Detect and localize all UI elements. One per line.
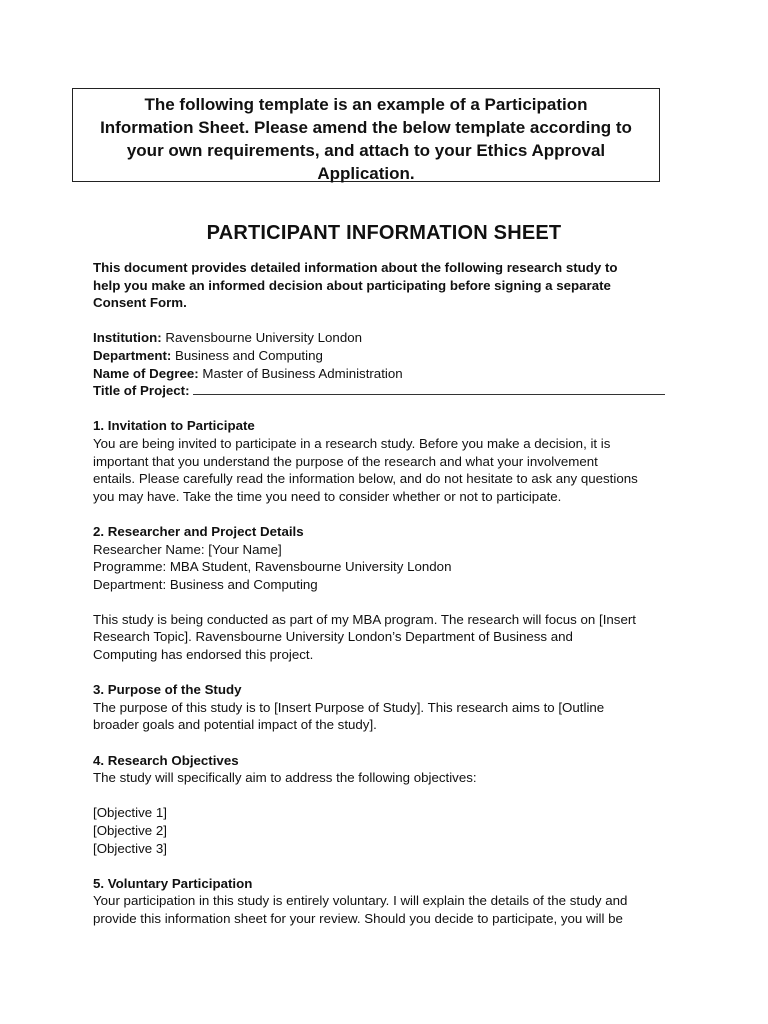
project-title-row (93, 382, 683, 400)
objective-item: [Objective 2] (93, 823, 167, 838)
institution-value: Ravensbourne University London (161, 330, 362, 346)
degree-label: Name of Degree: (93, 365, 199, 381)
intro-line: help you make an informed decision about participating before signing a separate (93, 277, 611, 293)
section-purpose (93, 681, 683, 734)
section-text-line: The study will specifically aim to address the following objectives: (93, 770, 477, 786)
template-notice-box (72, 88, 660, 182)
institution-label: Institution: (93, 330, 162, 346)
section-researcher-text (93, 611, 683, 664)
section-text-line: important that you understand the purpose of the research and what your involvement (93, 453, 598, 469)
section-text-line: Your participation in this study is entirely voluntary. I will explain the details of the study and (93, 893, 628, 909)
section-text-line: This study is being conducted as part of my MBA program. The research will focus on [Insert (93, 611, 636, 627)
page-title: PARTICIPANT INFORMATION SHEET (206, 222, 562, 244)
section-heading: 5. Voluntary Participation (93, 875, 253, 891)
project-title-label: Title of Project: (93, 383, 190, 399)
section-objectives (93, 752, 683, 787)
objectives-list (93, 804, 683, 857)
section-text-line: You are being invited to participate in a research study. Before you make a decision, it is (93, 435, 611, 451)
document-body (93, 259, 683, 945)
section-researcher-details (93, 523, 683, 593)
section-heading: 3. Purpose of the Study (93, 682, 242, 698)
section-text-line: provide this information sheet for your review. Should you decide to participate, you will be (93, 910, 623, 926)
section-text-line: broader goals and potential impact of the study]. (93, 717, 377, 733)
section-heading: 1. Invitation to Participate (93, 418, 255, 434)
degree-value: Master of Business Administration (198, 365, 403, 381)
notice-line: your own requirements, and attach to your Ethics Approval (126, 141, 606, 160)
intro-paragraph (93, 259, 683, 312)
section-heading: 4. Research Objectives (93, 752, 239, 768)
degree-row (93, 365, 683, 383)
section-invitation (93, 417, 683, 505)
researcher-detail-line: Department: Business and Computing (93, 576, 318, 592)
section-voluntary (93, 875, 683, 928)
section-text-line: The purpose of this study is to [Insert Purpose of Study]. This research aims to [Outline (93, 699, 605, 715)
institution-row (93, 329, 683, 347)
objective-item: [Objective 1] (93, 805, 167, 821)
section-text-line: you may have. Take the time you need to consider whether or not to participate. (93, 488, 562, 504)
section-text-line: entails. Please carefully read the information below, and do not hesitate to ask any questions (93, 471, 638, 487)
section-text-line: Computing has endorsed this project. (93, 647, 314, 663)
objective-item: [Objective 3] (93, 840, 167, 856)
section-heading: 2. Researcher and Project Details (93, 523, 304, 539)
notice-line: Application. (317, 164, 415, 183)
notice-line: The following template is an example of a Participation (144, 95, 588, 114)
intro-line: Consent Form. (93, 295, 187, 311)
project-title-blank (193, 382, 665, 395)
department-row (93, 347, 683, 365)
notice-line: Information Sheet. Please amend the below template according to (100, 118, 632, 137)
intro-line: This document provides detailed information about the following research study to (93, 260, 618, 275)
section-text-line: Research Topic]. Ravensbourne University London’s Department of Business and (93, 629, 573, 645)
project-meta (93, 329, 683, 399)
department-value: Business and Computing (171, 347, 323, 363)
researcher-detail-line: Researcher Name: [Your Name] (93, 541, 282, 557)
department-label: Department: (93, 347, 172, 363)
researcher-detail-line: Programme: MBA Student, Ravensbourne University London (93, 559, 452, 575)
